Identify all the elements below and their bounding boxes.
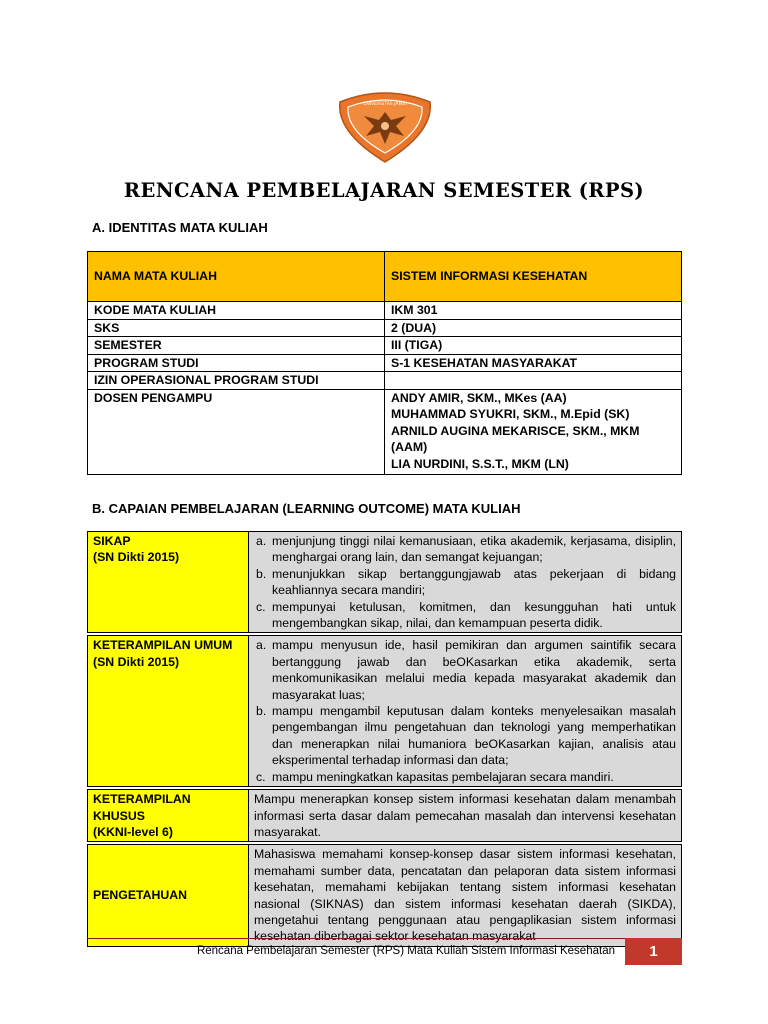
section-b-heading: B. CAPAIAN PEMBELAJARAN (LEARNING OUTCOME) MATA KULIAH	[92, 501, 521, 516]
list-item: c. mempunyai ketulusan, komitmen, dan kesungguhan hati untuk mengembangkan sikap, nilai, dan kemampuan peserta didik.	[256, 599, 676, 631]
outcome-label-source: (SN Dikti 2015)	[93, 550, 180, 565]
row-label: SKS	[88, 319, 385, 337]
outcome-content: Mampu menerapkan konsep sistem informasi kesehatan dalam menambah informasi serta dasar dalam pemecahan masalah dan intervensi kesehatan masyarakat.	[249, 790, 682, 842]
row-label: KODE MATA KULIAH	[88, 302, 385, 320]
outcome-label-title: SIKAP	[93, 534, 131, 548]
table-row	[88, 337, 682, 355]
row-label: PROGRAM STUDI	[88, 354, 385, 372]
outcome-label	[88, 532, 249, 633]
outcome-label	[88, 845, 249, 946]
list-item: c. mampu meningkatkan kapasitas pembelajaran secara mandiri.	[256, 769, 614, 784]
table-row	[88, 389, 682, 475]
table-row	[88, 372, 682, 390]
row-value: 2 (DUA)	[385, 319, 682, 337]
outcomes-table	[87, 531, 682, 947]
outcome-label-source: (KKNI-level 6)	[93, 824, 173, 839]
outcome-content: Mahasiswa memahami konsep-konsep dasar sistem informasi kesehatan, memahami sumber data, pencatatan dan pelaporan data sistem informasi kesehatan, memahami kebijakan tentang sistem informasi kesehatan nasional (SIKNAS) dan sistem informasi kesehatan daerah (SIKDA), mengetahui tentang penggunaan atau pengaplikasian sistem informasi kesehatan diberbagai sektor kesehatan masyarakat	[249, 845, 682, 946]
table-row	[88, 319, 682, 337]
outcome-row-pengetahuan	[88, 845, 682, 946]
row-label: DOSEN PENGAMPU	[88, 389, 385, 475]
list-item: b. mampu mengambil keputusan dalam konteks menyelesaikan masalah pengembangan ilmu pengetahuan dan teknologi yang memperhatikan dan menerapkan nilai humaniora beOKasarkan kajian, analisis atau eksperimental terhadap informasi dan data;	[256, 704, 676, 768]
outcome-content	[249, 532, 682, 633]
row-value: IKM 301	[385, 302, 682, 320]
identity-header-value: SISTEM INFORMASI KESEHATAN	[385, 252, 682, 302]
table-row	[88, 354, 682, 372]
university-logo	[334, 86, 436, 164]
identity-header-row	[88, 252, 682, 302]
outcome-label-title: KETERAMPILAN KHUSUS	[93, 792, 191, 823]
outcome-label-title: PENGETAHUAN	[93, 888, 188, 903]
lecturer-name: ARNILD AUGINA MEKARISCE, SKM., MKM	[391, 423, 640, 438]
outcome-content	[249, 636, 682, 787]
list-item: a. mampu menyusun ide, hasil pemikiran dan argumen saintifik secara bertanggung jawab dan beOKasarkan etika akademik, serta menkomunikasikan melalui media kepada masyarakat akademik dan masyarakat luas;	[256, 638, 676, 702]
outcome-label	[88, 636, 249, 787]
row-value: S-1 KESEHATAN MASYARAKAT	[385, 354, 682, 372]
lecturer-list	[385, 389, 682, 475]
logo-text: UNIVERSITAS JAMBI	[363, 102, 407, 107]
outcome-row-sikap	[88, 532, 682, 633]
outcome-label-title: KETERAMPILAN UMUM	[93, 638, 233, 653]
row-label: IZIN OPERASIONAL PROGRAM STUDI	[88, 372, 385, 390]
list-item: b. menunjukkan sikap bertanggungjawab atas pekerjaan di bidang keahliannya secara mandiri;	[256, 566, 676, 598]
page-title: RENCANA PEMBELAJARAN SEMESTER (RPS)	[123, 179, 645, 202]
row-label: SEMESTER	[88, 337, 385, 355]
identity-table	[87, 251, 682, 475]
page-number: 1	[625, 938, 682, 965]
row-value	[385, 372, 682, 390]
lecturer-name: ANDY AMIR, SKM., MKes (AA)	[391, 390, 567, 405]
section-a-heading: A. IDENTITAS MATA KULIAH	[92, 220, 268, 235]
outcome-label-source: (SN Dikti 2015)	[93, 654, 180, 669]
table-row	[88, 302, 682, 320]
footer-text: Rencana Pembelajaran Semester (RPS) Mata Kuliah Sistem Informasi Kesehatan	[196, 945, 615, 957]
outcome-row-keterampilan-khusus	[88, 790, 682, 842]
outcome-label	[88, 790, 249, 842]
identity-header-label: NAMA MATA KULIAH	[88, 252, 385, 302]
row-value: III (TIGA)	[385, 337, 682, 355]
lecturer-name: LIA NURDINI, S.S.T., MKM (LN)	[391, 456, 569, 471]
lecturer-name: MUHAMMAD SYUKRI, SKM., M.Epid (SK)	[391, 407, 630, 421]
lecturer-name: (AAM)	[391, 440, 428, 454]
list-item: a. menjunjung tinggi nilai kemanusiaan, etika akademik, kerjasama, disiplin, menghargai orang lain, dan semangat kejuangan;	[256, 534, 676, 565]
outcome-row-keterampilan-umum	[88, 636, 682, 787]
footer-divider	[87, 938, 625, 939]
